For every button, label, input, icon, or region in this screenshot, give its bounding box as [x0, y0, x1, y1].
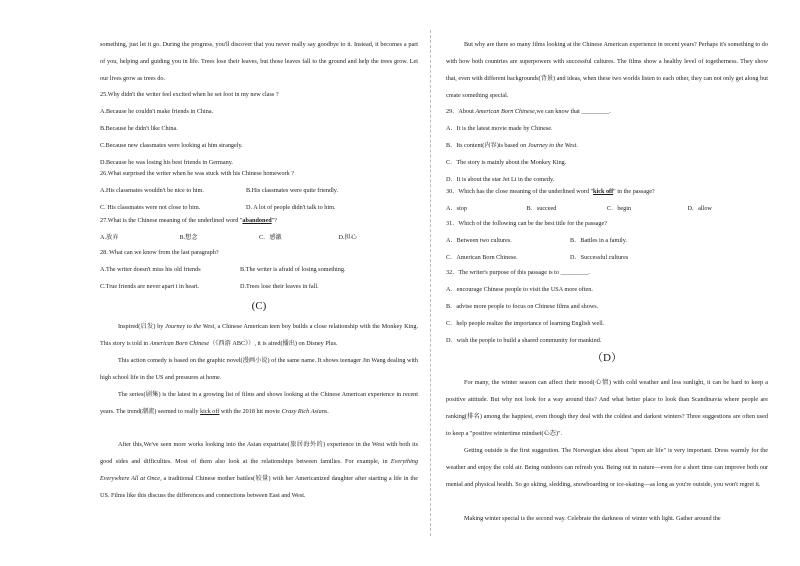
option-b: B.His classmates were quite friendly. — [246, 187, 339, 194]
section-heading-d: （D） — [592, 352, 622, 364]
question-28 — [100, 244, 418, 295]
paragraph-c3: The series(剧集) is the latest in a growing list of films and shows looking at the Chinese American experience in recent years. The trend(潮流) seemed to really kick off with the 2018 hit movie Crazy Rich Asians. — [100, 391, 418, 415]
option-d: D．wish the people to build a shared community for mankind. — [446, 337, 602, 344]
paragraph-c1: Inspired(启发) by Journey to the West, a Chinese American teen boy builds a close relationship with the Monkey King. This story is told in American Born Chinese（《西游 ABC》）, it is aired(播出) on Disney Plus. — [100, 323, 418, 347]
paragraph-d3: Making winter special is the second way. Celebrate the darkness of winter with light. Gather around the — [464, 515, 721, 522]
option-a: A.Because he couldn't make friends in China. — [100, 108, 214, 115]
option-d: D．It is about the star Jet Li in the comedy. — [446, 176, 555, 183]
question-stem: 32．The writer's purpose of this passage is to _________. — [446, 269, 590, 276]
question-26 — [100, 165, 418, 216]
option-b: B.The writer is afraid of losing something. — [240, 266, 346, 273]
underlined-phrase: kick off — [200, 408, 220, 415]
question-29 — [446, 103, 768, 188]
option-a: A．stop — [446, 205, 467, 212]
option-a: A．Between two cultures. — [446, 237, 512, 244]
option-d: D．allow — [687, 205, 712, 212]
option-b: B.想念 — [179, 234, 198, 241]
option-b: B．succeed — [526, 205, 557, 212]
option-c: C．help people realize the importance of learning English well. — [446, 320, 605, 327]
question-31 — [446, 215, 768, 266]
option-c: C．begin — [607, 205, 632, 212]
question-stem: 25.Why didn't the writer feel excited when he set foot in my new class ? — [100, 91, 279, 98]
option-d: D.Trees lose their leaves in fall. — [240, 283, 319, 290]
option-d: D.担心 — [338, 234, 357, 241]
paragraph-d1: For many, the winter season can affect their mood(心情) with cold weather and less sunlight, it can be hard to keep a positive attitude. But why not look for a way around this? And what better place to look than Scandinavia where people are ranking(排名) among the happiest, even though they deal with the coldest and darkest winters? Three suggestions are often used to keep a "positive wintertime mindset(心态)". — [446, 379, 768, 437]
paragraph-d2: Getting outside is the first suggestion. The Norwegian idea about "open air life" is very important. Dress warmly for the weather and enjoy the cold air. Being outdoors can refresh you. Being out in nature—even for a short time can improve both our mental and physical health. So go skiing, sledding, snowboarding or ice-skating—as long as you're outside, you won't regret it. — [446, 447, 768, 488]
question-stem: 30．Which has the close meaning of the underlined word "kick off" in the passage? — [446, 188, 655, 195]
question-stem: 31．Which of the following can be the best title for the passage? — [446, 220, 607, 227]
question-25 — [100, 86, 418, 171]
question-stem: 28. What can we know from the last paragraph? — [100, 249, 219, 256]
question-stem: 27.What is the Chinese meaning of the underlined word "abandoned"? — [100, 217, 277, 224]
section-heading-c: (C) — [251, 300, 267, 312]
option-b: B．advise more people to focus on Chinese films and shows. — [446, 303, 599, 310]
intro-paragraph: something, just let it go. During the progress, you'll discover that you never really say goodbye to it. Instead, it becomes a part of you, helping and guiding you in life. Trees lose their leaves, but those leaves fall to the ground and help the trees grow. Let our lives grow as trees do. — [100, 41, 418, 82]
paragraph-c4: After this,We've seen more works looking into the Asian expatriate(旅居海外的) experience in the West with both its good sides and difficulties. Most of them also look at the relationships between families. For example, in Everything Everywhere All at Once, a traditional Chinese mother battles(较量) with her Americanized daughter after starting a life in the US. Films like this discuss the differences and connections between East and West. — [100, 441, 418, 499]
question-stem: 29．About American Born Chinese,we can know that _________. — [446, 108, 611, 115]
option-a: A.放弃 — [100, 234, 119, 241]
option-b: B．Battles in a family. — [570, 237, 627, 244]
column-divider — [430, 30, 431, 536]
underlined-word: kick off — [593, 188, 614, 195]
option-d: D.Because he was losing his best friends in Germany. — [100, 159, 233, 166]
option-a: A．encourage Chinese people to visit the USA more often. — [446, 286, 593, 293]
question-stem: 26.What surprised the writer when he was stuck with his Chinese homework ? — [100, 170, 295, 177]
option-c: C.True friends are never apart t in heart. — [100, 283, 200, 290]
option-c: C. His classmates were not close to him. — [100, 204, 201, 211]
option-c: C．The story is mainly about the Monkey King. — [446, 159, 567, 166]
option-a: A.The writer doesn't miss his old friends — [100, 266, 201, 273]
paragraph-c2: This action comedy is based on the graphic novel(漫画小说) of the same name. It shows teenager Jin Wang dealing with high school life in the US and pressures at home. — [100, 357, 418, 381]
option-b: B.Because he didn't like China. — [100, 125, 178, 132]
paragraph-c5: But why are there so many films looking at the Chinese American experience in recent years? Perhaps it's something to do with how both countries are superpowers with successful cultures. The films show a healthy level of togetherness. They show that, even with different backgrounds(背景) and ideas, when these two worlds listen to each other, they can not only get along but create something special. — [446, 41, 768, 99]
option-a: A．It is the latest movie made by Chinese. — [446, 125, 553, 132]
question-30 — [446, 183, 768, 217]
question-27 — [100, 212, 418, 246]
option-b: B．Its content(内容)is based on Journey to the West. — [446, 142, 578, 149]
option-a: A.His classmates wouldn't be nice to him. — [100, 187, 204, 194]
option-d: D. A lot of people didn't talk to him. — [246, 204, 336, 211]
underlined-word: abandoned — [242, 217, 272, 224]
option-d: D．Successful cultures — [570, 254, 629, 261]
option-c: C．感激 — [259, 234, 282, 241]
option-c: C.Because new classmates were looking at him strangely. — [100, 142, 243, 149]
question-32 — [446, 264, 768, 349]
option-c: C．American Born Chinese. — [446, 254, 518, 261]
